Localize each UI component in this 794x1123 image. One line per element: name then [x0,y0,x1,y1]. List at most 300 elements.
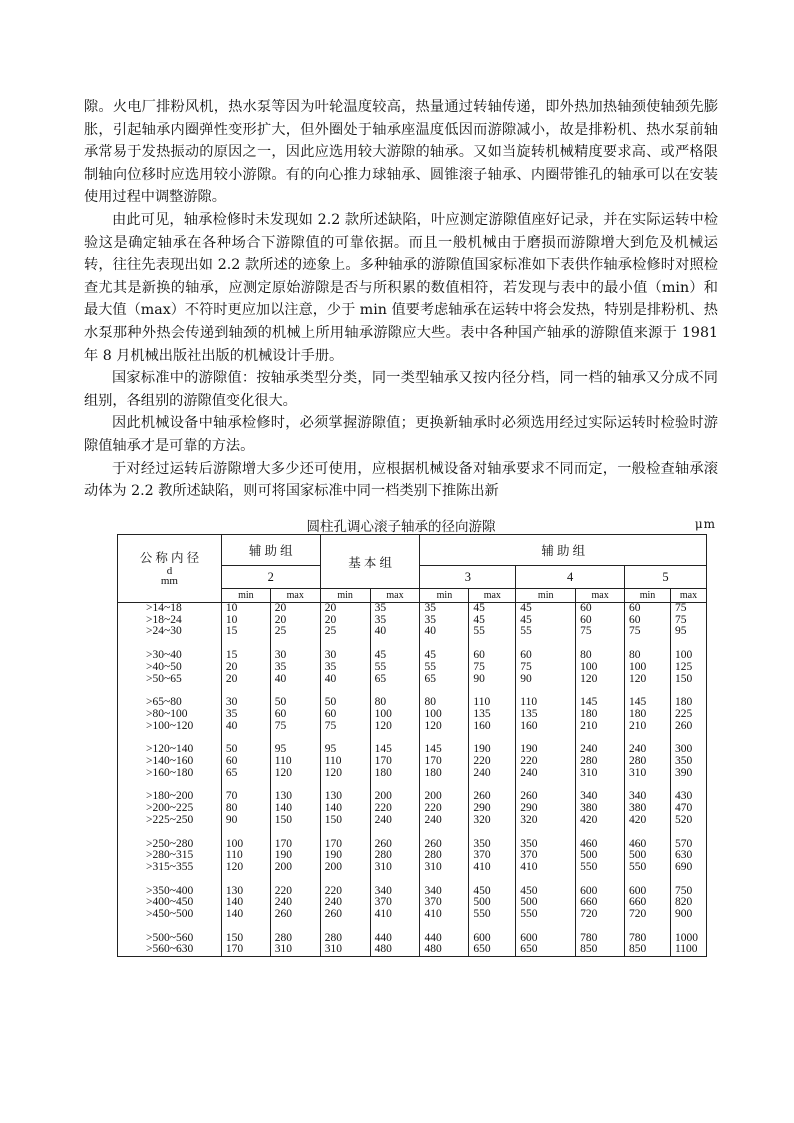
min-value-cell: 310 [420,862,469,874]
min-value-cell: 160 [516,721,576,733]
min-value-cell: 290 [516,803,576,815]
table-row [118,850,707,862]
spacer-cell [469,827,516,839]
paragraph-3: 国家标准中的游隙值：按轴承类型分类，同一类型轴承又按内径分档，同一档的轴承又分成不同组别，各组别的游隙值变化很大。 [84,370,718,409]
max-value-cell: 520 [670,815,706,827]
max-value-cell: 300 [670,744,706,756]
spacer-cell [118,921,222,933]
diameter-cell: >24~30 [118,626,222,638]
table-row [118,909,707,921]
min-value-cell: 660 [625,897,671,909]
max-value-cell: 110 [270,756,320,768]
max-value-cell: 180 [670,697,706,709]
table-caption [84,513,718,535]
max-value-cell: 500 [576,850,625,862]
diameter-cell: >225~250 [118,815,222,827]
diameter-cell: >500~560 [118,933,222,945]
table-row [118,897,707,909]
max-value-cell: 40 [270,674,320,686]
max-value-cell: 420 [576,815,625,827]
max-value-cell: 100 [576,662,625,674]
max-header: max [469,589,516,603]
min-value-cell: 30 [320,650,370,662]
min-value-cell: 15 [221,626,270,638]
max-value-cell: 220 [370,803,420,815]
min-value-cell: 180 [625,709,671,721]
max-value-cell: 660 [576,897,625,909]
diameter-cell: >100~120 [118,721,222,733]
max-value-cell: 50 [270,697,320,709]
min-value-cell: 140 [221,909,270,921]
spacer-cell [370,874,420,886]
group-5-header: 5 [625,566,707,589]
spacer-cell [670,921,706,933]
min-value-cell: 110 [320,756,370,768]
max-value-cell: 570 [670,839,706,851]
min-value-cell: 240 [420,815,469,827]
diameter-cell: >560~630 [118,944,222,956]
max-value-cell: 200 [270,862,320,874]
spacer-cell [118,874,222,886]
table-row [118,791,707,803]
min-value-cell: 500 [516,897,576,909]
max-value-cell: 60 [576,603,625,615]
max-value-cell: 35 [370,603,420,615]
max-value-cell: 850 [576,944,625,956]
aux-group-header: 辅 助 组 [221,535,320,566]
min-value-cell: 65 [420,674,469,686]
table-row [118,626,707,638]
min-value-cell: 75 [516,662,576,674]
min-value-cell: 550 [516,909,576,921]
max-value-cell: 180 [576,709,625,721]
max-value-cell: 35 [270,662,320,674]
group-3-header: 3 [420,566,516,589]
spacer-row [118,685,707,697]
spacer-cell [420,874,469,886]
max-value-cell: 100 [670,650,706,662]
min-value-cell: 140 [320,803,370,815]
min-value-cell: 10 [221,615,270,627]
min-header: min [320,589,370,603]
max-value-cell: 310 [370,862,420,874]
min-value-cell: 60 [516,650,576,662]
max-value-cell: 45 [469,615,516,627]
max-value-cell: 55 [469,626,516,638]
max-header: max [576,589,625,603]
table-row [118,697,707,709]
max-value-cell: 440 [370,933,420,945]
table-row [118,933,707,945]
min-value-cell: 220 [420,803,469,815]
clearance-table [117,534,707,957]
table-row [118,721,707,733]
min-value-cell: 650 [516,944,576,956]
diameter-cell: >350~400 [118,886,222,898]
spacer-cell [370,827,420,839]
table-title: 圆柱孔调心滚子轴承的径向游隙 [306,519,496,535]
min-value-cell: 190 [516,744,576,756]
min-value-cell: 280 [625,756,671,768]
diameter-cell: >140~160 [118,756,222,768]
max-value-cell: 75 [670,603,706,615]
max-value-cell: 320 [469,815,516,827]
max-value-cell: 75 [576,626,625,638]
max-value-cell: 210 [576,721,625,733]
min-value-cell: 130 [320,791,370,803]
table-row [118,744,707,756]
min-value-cell: 500 [625,850,671,862]
min-value-cell: 350 [516,839,576,851]
min-header: min [420,589,469,603]
basic-group-header: 基 本 组 [320,535,420,589]
diameter-cell: >30~40 [118,650,222,662]
min-value-cell: 120 [221,862,270,874]
min-value-cell: 100 [625,662,671,674]
max-value-cell: 630 [670,850,706,862]
spacer-cell [270,827,320,839]
min-value-cell: 310 [625,768,671,780]
min-value-cell: 55 [420,662,469,674]
max-value-cell: 1000 [670,933,706,945]
min-value-cell: 40 [320,674,370,686]
min-value-cell: 200 [420,791,469,803]
max-value-cell: 220 [270,886,320,898]
min-value-cell: 170 [221,944,270,956]
max-value-cell: 75 [469,662,516,674]
max-value-cell: 480 [370,944,420,956]
spacer-row [118,921,707,933]
min-value-cell: 145 [420,744,469,756]
min-value-cell: 50 [221,744,270,756]
min-header: min [516,589,576,603]
table-row [118,615,707,627]
min-value-cell: 220 [516,756,576,768]
min-value-cell: 200 [320,862,370,874]
spacer-cell [670,827,706,839]
max-header: max [370,589,420,603]
min-value-cell: 260 [516,791,576,803]
max-value-cell: 340 [576,791,625,803]
table-row [118,768,707,780]
max-value-cell: 600 [469,933,516,945]
max-value-cell: 150 [670,674,706,686]
min-value-cell: 60 [625,603,671,615]
min-value-cell: 90 [516,674,576,686]
spacer-cell [576,827,625,839]
min-value-cell: 35 [420,615,469,627]
paragraph-5: 于对经过运转后游隙增大多少还可使用，应根据机械设备对轴承要求不同而定，一般检查轴承滚动体为 2.2 教所述缺陷，则可将国家标准中同一档类别下推陈出新 [84,460,718,500]
diameter-cell: >315~355 [118,862,222,874]
max-value-cell: 170 [270,839,320,851]
max-value-cell: 460 [576,839,625,851]
table-row [118,650,707,662]
table-row [118,815,707,827]
max-value-cell: 30 [270,650,320,662]
min-value-cell: 100 [420,709,469,721]
diameter-cell: >450~500 [118,909,222,921]
min-value-cell: 45 [516,603,576,615]
min-value-cell: 60 [221,756,270,768]
diameter-cell: >200~225 [118,803,222,815]
max-value-cell: 60 [270,709,320,721]
max-value-cell: 240 [370,815,420,827]
min-value-cell: 95 [320,744,370,756]
max-value-cell: 225 [670,709,706,721]
max-header: max [270,589,320,603]
diameter-cell: >180~200 [118,791,222,803]
table-row [118,944,707,956]
min-value-cell: 420 [625,815,671,827]
max-value-cell: 240 [576,744,625,756]
max-value-cell: 260 [469,791,516,803]
max-value-cell: 145 [370,744,420,756]
max-value-cell: 650 [469,944,516,956]
max-value-cell: 370 [469,850,516,862]
min-value-cell: 80 [420,697,469,709]
min-value-cell: 10 [221,603,270,615]
min-value-cell: 370 [516,850,576,862]
diameter-header [118,535,222,603]
min-value-cell: 460 [625,839,671,851]
min-value-cell: 55 [516,626,576,638]
min-value-cell: 40 [221,721,270,733]
min-value-cell: 240 [625,744,671,756]
min-value-cell: 120 [320,768,370,780]
group-2-header: 2 [221,566,320,589]
min-value-cell: 150 [221,933,270,945]
max-value-cell: 410 [370,909,420,921]
table-row [118,674,707,686]
max-value-cell: 310 [270,944,320,956]
diameter-cell: >18~24 [118,615,222,627]
min-value-cell: 170 [320,839,370,851]
max-value-cell: 135 [469,709,516,721]
min-value-cell: 100 [221,839,270,851]
diameter-cell: >14~18 [118,603,222,615]
max-value-cell: 140 [270,803,320,815]
max-value-cell: 95 [670,626,706,638]
min-value-cell: 120 [420,721,469,733]
diameter-cell: >120~140 [118,744,222,756]
min-value-cell: 15 [221,650,270,662]
max-value-cell: 430 [670,791,706,803]
min-value-cell: 550 [625,862,671,874]
table-row [118,756,707,768]
min-value-cell: 80 [625,650,671,662]
max-header: max [670,589,706,603]
max-value-cell: 160 [469,721,516,733]
max-value-cell: 145 [576,697,625,709]
max-value-cell: 110 [469,697,516,709]
min-header: min [221,589,270,603]
min-value-cell: 280 [320,933,370,945]
max-value-cell: 45 [469,603,516,615]
max-value-cell: 220 [469,756,516,768]
min-value-cell: 280 [420,850,469,862]
max-value-cell: 750 [670,886,706,898]
min-value-cell: 25 [320,626,370,638]
max-value-cell: 340 [370,886,420,898]
min-header: min [625,589,671,603]
min-value-cell: 20 [320,615,370,627]
spacer-cell [625,827,671,839]
min-value-cell: 370 [420,897,469,909]
max-value-cell: 690 [670,862,706,874]
spacer-cell [576,921,625,933]
min-value-cell: 50 [320,697,370,709]
max-value-cell: 550 [576,862,625,874]
spacer-cell [625,921,671,933]
max-value-cell: 350 [469,839,516,851]
min-value-cell: 240 [320,897,370,909]
diameter-cell: >50~65 [118,674,222,686]
min-value-cell: 110 [221,850,270,862]
max-value-cell: 190 [469,744,516,756]
max-value-cell: 820 [670,897,706,909]
min-value-cell: 440 [420,933,469,945]
max-value-cell: 290 [469,803,516,815]
max-value-cell: 390 [670,768,706,780]
min-value-cell: 30 [221,697,270,709]
max-value-cell: 600 [576,886,625,898]
min-value-cell: 20 [221,674,270,686]
max-value-cell: 125 [670,662,706,674]
min-value-cell: 220 [320,886,370,898]
table-row [118,862,707,874]
min-value-cell: 600 [625,886,671,898]
spacer-cell [270,874,320,886]
max-value-cell: 80 [576,650,625,662]
group-4-header: 4 [516,566,625,589]
max-value-cell: 190 [270,850,320,862]
max-value-cell: 1100 [670,944,706,956]
min-value-cell: 340 [420,886,469,898]
min-value-cell: 120 [625,674,671,686]
diameter-cell: >80~100 [118,709,222,721]
paragraph-2: 由此可见，轴承检修时未发现如 2.2 款所述缺陷，叶应测定游隙值座好记录，并在实际运转中检验这是确定轴承在各种场合下游隙值的可靠依据。而且一般机械由于磨损而游隙增大到危及机械运转，往往先表现出如 2.2 款所述的迹象上。多种轴承的游隙值国家标准如下表供作轴承检修时对照检查尤其是新换的轴承，应测定原始游隙是否与所积累的数值相符，若发现与表中的最小值（min）和最大值（max）不符时更应加以注意，少于 min 值要考虑轴承在运转中将会发热，特别是排粉机、热水泵那种外热会传递到轴颈的机械上所用轴承游隙应大些。表中各种国产轴承的游隙值来源于 1981 年 8 月机械出版社出版的机械设计手册。 [84,211,718,364]
spacer-cell [370,921,420,933]
max-value-cell: 900 [670,909,706,921]
min-value-cell: 180 [420,768,469,780]
max-value-cell: 25 [270,626,320,638]
max-value-cell: 75 [670,615,706,627]
max-value-cell: 200 [370,791,420,803]
max-value-cell: 120 [370,721,420,733]
diameter-cell: >40~50 [118,662,222,674]
max-value-cell: 170 [370,756,420,768]
min-value-cell: 850 [625,944,671,956]
diameter-symbol: d [166,565,173,577]
max-value-cell: 35 [370,615,420,627]
min-value-cell: 20 [221,662,270,674]
diameter-cell: >400~450 [118,897,222,909]
max-value-cell: 310 [576,768,625,780]
min-value-cell: 340 [625,791,671,803]
spacer-cell [420,827,469,839]
max-value-cell: 470 [670,803,706,815]
min-value-cell: 170 [420,756,469,768]
max-value-cell: 55 [370,662,420,674]
table-body [118,603,707,957]
max-value-cell: 60 [576,615,625,627]
body-text [84,96,718,503]
max-value-cell: 720 [576,909,625,921]
max-value-cell: 500 [469,897,516,909]
spacer-cell [516,921,576,933]
max-value-cell: 780 [576,933,625,945]
min-value-cell: 35 [221,709,270,721]
spacer-row [118,732,707,744]
min-value-cell: 40 [420,626,469,638]
spacer-cell [469,921,516,933]
min-value-cell: 80 [221,803,270,815]
min-value-cell: 210 [625,721,671,733]
min-value-cell: 20 [320,603,370,615]
max-value-cell: 95 [270,744,320,756]
min-value-cell: 310 [320,944,370,956]
spacer-cell [516,827,576,839]
spacer-cell [221,921,270,933]
table-row [118,803,707,815]
min-value-cell: 65 [221,768,270,780]
min-value-cell: 410 [516,862,576,874]
min-value-cell: 60 [625,615,671,627]
paragraph-1: 隙。火电厂排粉风机，热水泵等因为叶轮温度较高，热量通过转轴传递，即外热加热轴颈使轴颈先膨胀，引起轴承内圈弹性变形扩大，但外圈处于轴承座温度低因而游隙减小，故是排粉机、热水泵前轴承常易于发热振动的原因之一，因此应选用较大游隙的轴承。又如当旋转机械精度要求高、或严格限制轴向位移时应选用较小游隙。有的向心推力球轴承、圆锥滚子轴承、内圈带锥孔的轴承可以在安装使用过程中调整游隙。 [84,99,718,206]
min-value-cell: 35 [420,603,469,615]
diameter-cell: >65~80 [118,697,222,709]
max-value-cell: 80 [370,697,420,709]
max-value-cell: 240 [270,897,320,909]
min-value-cell: 140 [221,897,270,909]
max-value-cell: 75 [270,721,320,733]
min-value-cell: 480 [420,944,469,956]
min-value-cell: 150 [320,815,370,827]
min-value-cell: 70 [221,791,270,803]
spacer-row [118,638,707,650]
spacer-cell [118,827,222,839]
diameter-cell: >160~180 [118,768,222,780]
diameter-label: 公 称 内 径 [139,551,200,565]
max-value-cell: 150 [270,815,320,827]
max-value-cell: 240 [469,768,516,780]
table-row [118,839,707,851]
spacer-cell [270,921,320,933]
table-row [118,662,707,674]
min-value-cell: 410 [420,909,469,921]
min-value-cell: 320 [516,815,576,827]
min-value-cell: 145 [625,697,671,709]
spacer-row [118,779,707,791]
max-value-cell: 100 [370,709,420,721]
min-value-cell: 135 [516,709,576,721]
max-value-cell: 260 [370,839,420,851]
spacer-cell [320,921,370,933]
min-value-cell: 780 [625,933,671,945]
min-value-cell: 260 [320,909,370,921]
min-value-cell: 130 [221,886,270,898]
min-value-cell: 380 [625,803,671,815]
table-unit: μm [694,517,716,531]
max-value-cell: 130 [270,791,320,803]
max-value-cell: 280 [370,850,420,862]
spacer-cell [469,874,516,886]
max-value-cell: 550 [469,909,516,921]
diameter-unit: mm [160,575,178,587]
min-value-cell: 450 [516,886,576,898]
max-value-cell: 40 [370,626,420,638]
max-value-cell: 410 [469,862,516,874]
